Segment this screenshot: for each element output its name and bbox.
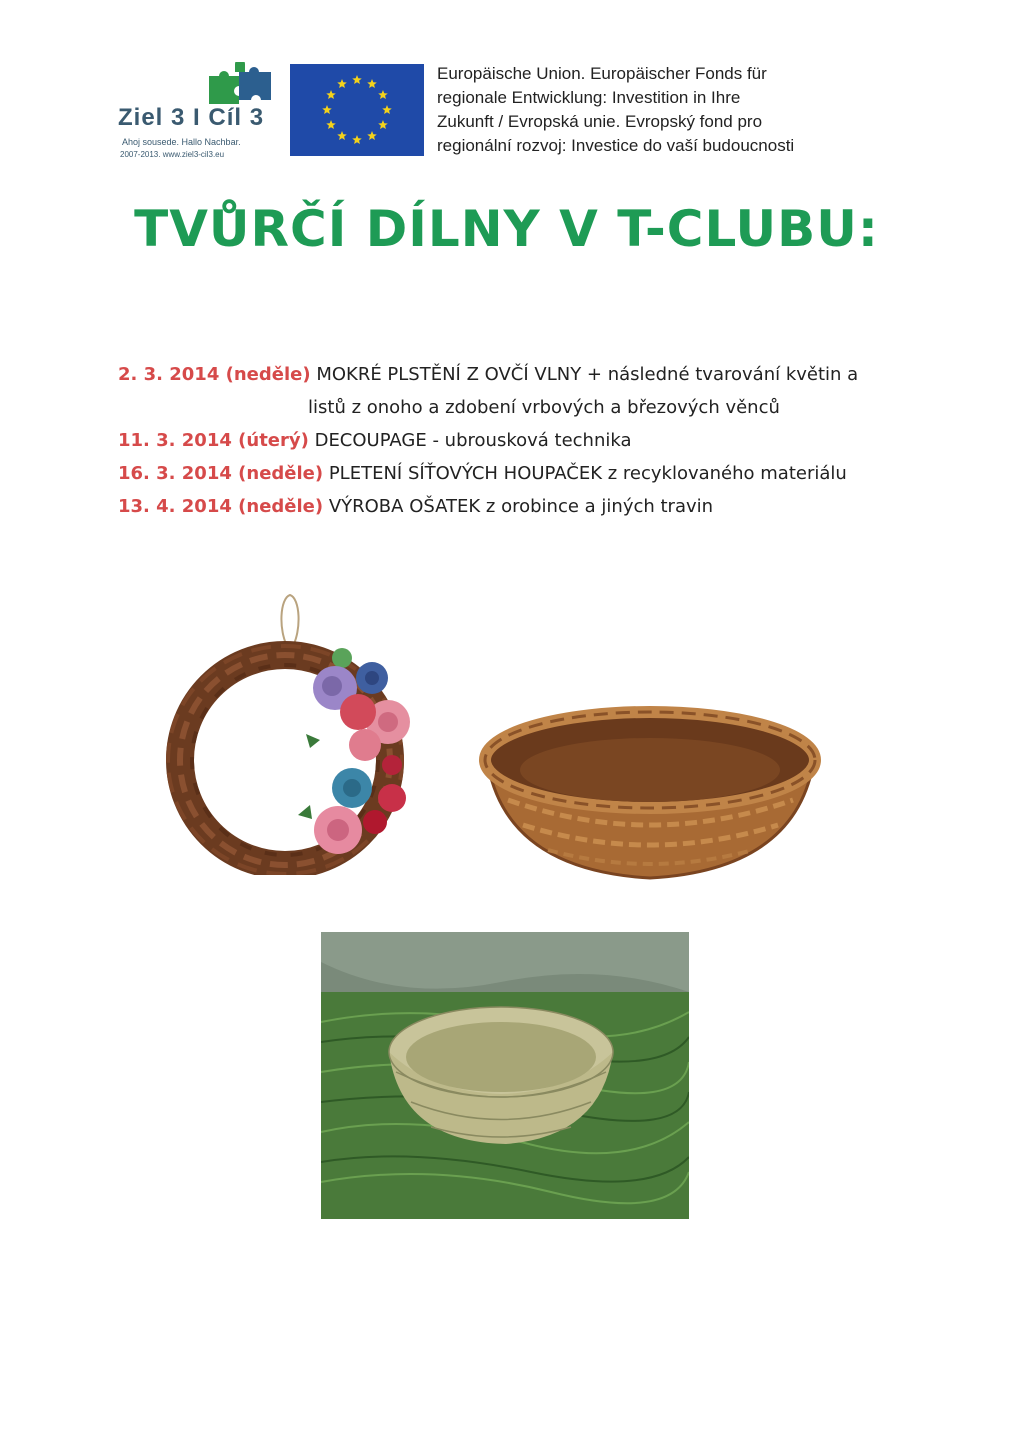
eu-star-icon — [337, 131, 347, 140]
eu-star-icon — [352, 135, 362, 144]
ziel-tagline: Ahoj sousede. Hallo Nachbar. — [122, 137, 241, 147]
eu-funding-text — [437, 62, 887, 158]
schedule-item — [118, 424, 908, 457]
eu-star-icon — [378, 90, 388, 99]
ziel-years-url: 2007-2013. www.ziel3-cil3.eu — [120, 150, 225, 159]
schedule-text: MOKRÉ PLSTĚNÍ Z OVČÍ VLNY + následné tvarování květin a — [316, 364, 859, 385]
basket-photo — [478, 700, 823, 885]
schedule-date: 13. 4. 2014 (neděle) — [118, 496, 324, 517]
schedule-item — [118, 358, 908, 391]
eu-star-icon — [367, 131, 377, 140]
schedule-text: DECOUPAGE - ubrousková technika — [314, 430, 632, 451]
ziel-title: Ziel 3 I Cíl 3 — [118, 104, 265, 131]
schedule-list — [118, 358, 908, 523]
eu-star-icon — [367, 79, 377, 88]
schedule-date: 11. 3. 2014 (úterý) — [118, 430, 309, 451]
eu-star-icon — [352, 75, 362, 84]
ziel3-logo — [110, 60, 285, 170]
eu-star-icon — [382, 105, 392, 114]
schedule-text: VÝROBA OŠATEK z orobince a jiných travin — [328, 496, 714, 517]
eu-text-line: Europäische Union. Europäischer Fonds für — [437, 64, 767, 83]
schedule-date: 16. 3. 2014 (neděle) — [118, 463, 324, 484]
header — [110, 60, 890, 170]
eu-text-line: Zukunft / Evropská unie. Evropský fond pro — [437, 112, 763, 131]
eu-flag-icon — [290, 64, 424, 156]
schedule-item — [118, 457, 908, 490]
eu-star-icon — [326, 90, 336, 99]
eu-star-icon — [322, 105, 332, 114]
puzzle-icon — [205, 62, 275, 104]
schedule-text: PLETENÍ SÍŤOVÝCH HOUPAČEK z recyklovaného materiálu — [328, 463, 847, 484]
schedule-date: 2. 3. 2014 (neděle) — [118, 364, 311, 385]
schedule-item-continuation: listů z onoho a zdobení vrbových a březových věnců — [308, 397, 780, 418]
wreath-photo — [160, 590, 420, 875]
eu-star-icon — [378, 120, 388, 129]
eu-star-icon — [337, 79, 347, 88]
schedule-item — [118, 490, 908, 523]
eu-star-icon — [326, 120, 336, 129]
eu-text-line: regionální rozvoj: Investice do vaší budoucnosti — [437, 136, 795, 155]
eu-text-line: regionale Entwicklung: Investition in Ihre — [437, 88, 741, 107]
grass-basket-photo — [321, 932, 689, 1219]
page-title: TVŮRČÍ DÍLNY V T-CLUBU: — [134, 200, 879, 258]
